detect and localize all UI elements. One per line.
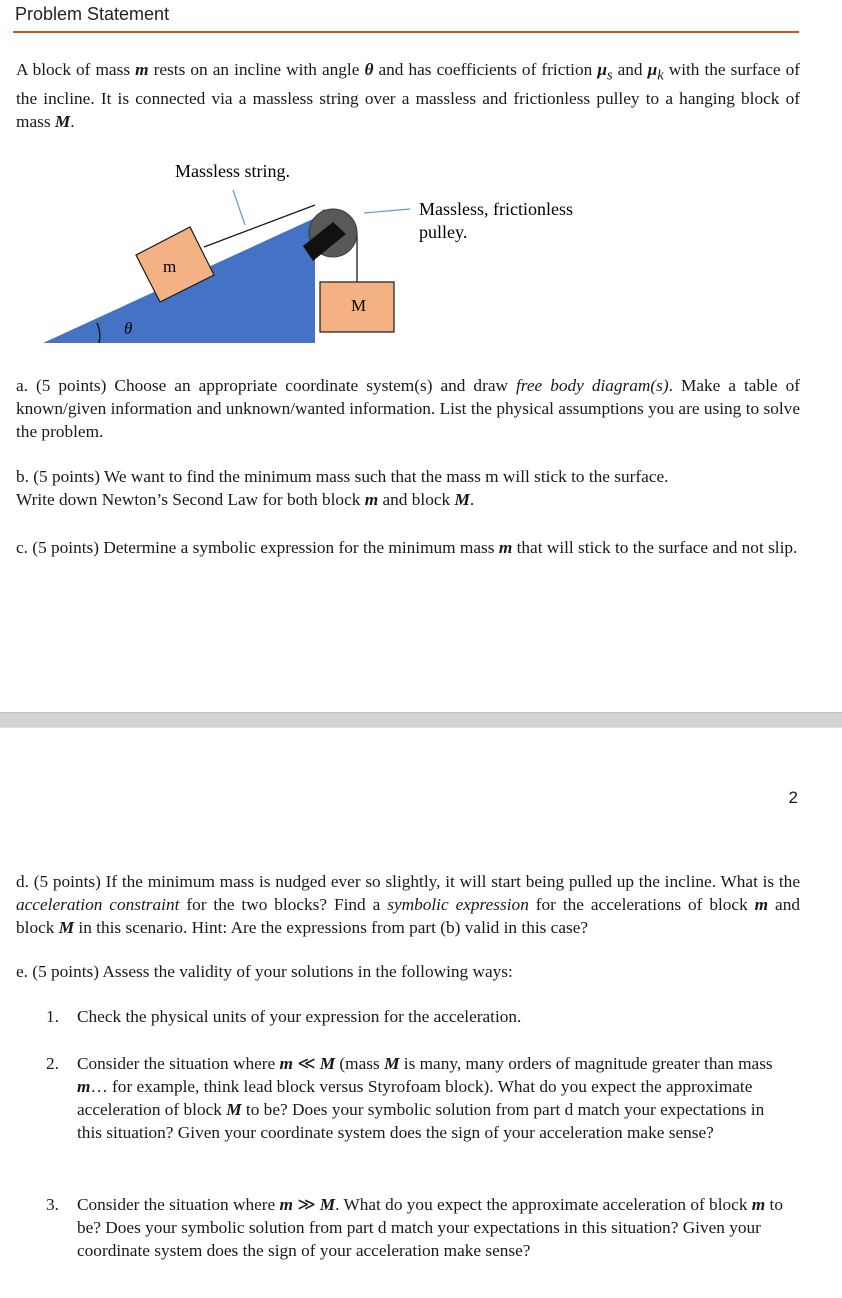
string-label: Massless string.: [175, 161, 291, 181]
incline-pulley-diagram: [0, 150, 842, 360]
part-b-line1: b. (5 points) We want to find the minimum mass such that the mass m will stick to the surface.: [16, 467, 669, 486]
part-e-intro: e. (5 points) Assess the validity of your solutions in the following ways:: [16, 962, 513, 981]
page-break: [0, 712, 842, 728]
list-text: Consider the situation where m ≫ M. What do you expect the approximate acceleration of block m to be? Does your symbolic solution from part d match your expectations in this situation? Given your coordinate system does the sign of your acceleration make sense?: [77, 1195, 783, 1260]
list-text: Check the physical units of your expression for the acceleration.: [77, 1007, 522, 1026]
page-2: [0, 728, 842, 1298]
problem-intro: A block of mass m rests on an incline with angle θ and has coefficients of friction $\mu_s$ and $\mu_k$ with the surface of the incline. It is connected via a massless string over a massless and frictionless pulley to a hanging block of mass M.: [16, 60, 801, 132]
section-header: Problem Statement: [15, 4, 170, 24]
part-b: [16, 465, 800, 511]
pulley-label-line2: pulley.: [419, 222, 468, 242]
list-text: Consider the situation where m ≪ M (mass M is many, many orders of magnitude greater than mass m… for example, think lead block versus Styrofoam block). What do you expect the approximate acceleration of block M to be? Does your symbolic solution from part d match your expectations in this situation? Given your coordinate system does the sign of your acceleration make sense?: [77, 1054, 773, 1142]
pulley-label-line1: Massless, frictionless: [419, 199, 573, 219]
block-M-label: M: [351, 296, 367, 315]
part-a: a. (5 points) Choose an appropriate coordinate system(s) and draw free body diagram(s). Make a table of known/given information and unknown/wanted information. List the physical assumptions you are using to solve the problem.: [16, 376, 800, 441]
list-number: 1.: [46, 1007, 59, 1026]
pulley-label-leader: [364, 209, 410, 213]
string-label-leader: [233, 190, 245, 225]
angle-label: θ: [124, 319, 133, 338]
list-number: 3.: [46, 1195, 59, 1214]
header-rule: [13, 31, 799, 33]
list-number: 2.: [46, 1054, 59, 1073]
part-d: d. (5 points) If the minimum mass is nudged ever so slightly, it will start being pulled up the incline. What is the acceleration constraint for the two blocks? Find a symbolic expression for the accelerations of block m and block M in this scenario. Hint: Are the expressions from part (b) valid in this case?: [16, 872, 800, 937]
block-m-label: m: [163, 257, 177, 276]
page-number: 2: [788, 788, 798, 807]
part-b-line2: Write down Newton’s Second Law for both block m and block M.: [16, 490, 475, 509]
part-c: c. (5 points) Determine a symbolic expression for the minimum mass m that will stick to the surface and not slip.: [16, 538, 798, 557]
